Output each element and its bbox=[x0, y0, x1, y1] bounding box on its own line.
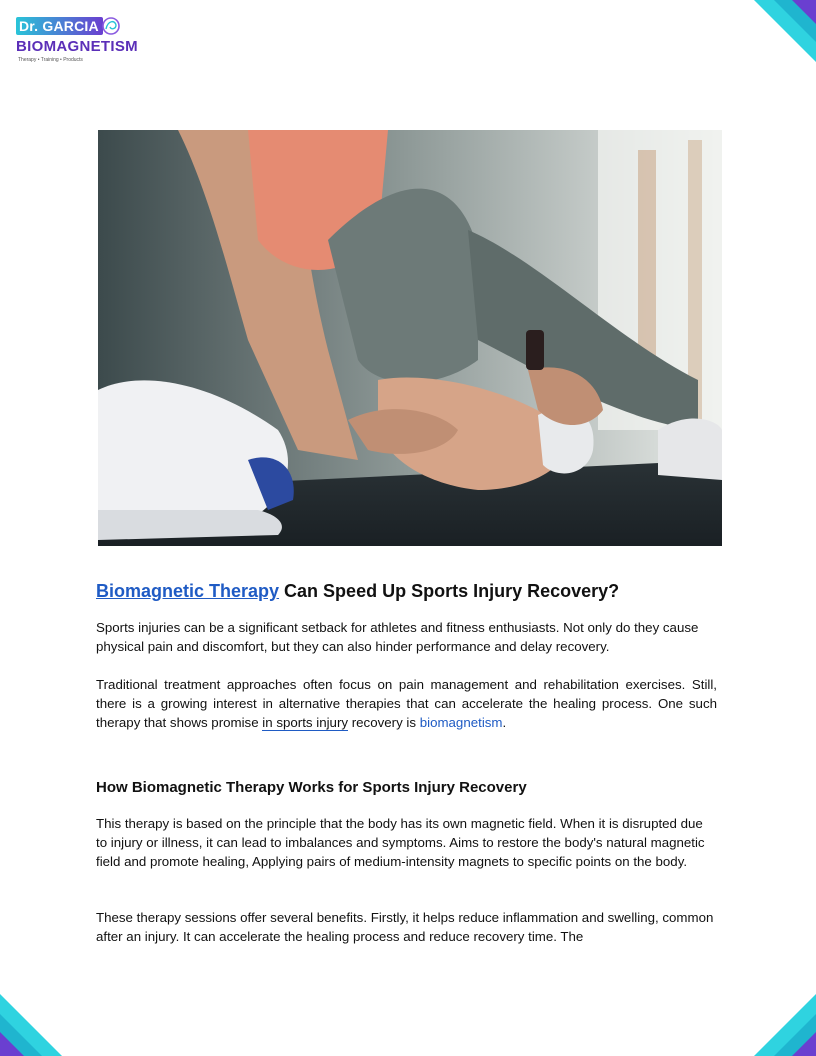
athlete-holding-ankle-photo bbox=[98, 130, 722, 546]
logo-tagline: Therapy • Training • Products bbox=[18, 57, 83, 63]
paragraph-treatments-text: Traditional treatment approaches often focus on pain management and rehabilitation exercises. Still, there is a growing interest in alternative therapies that can accelerate the healing process. One such therapy that shows promise bbox=[96, 677, 717, 730]
corner-decoration-bottom-left bbox=[0, 966, 90, 1056]
corner-decoration-top-right bbox=[726, 0, 816, 90]
biomagnetism-link[interactable]: biomagnetism bbox=[419, 715, 503, 730]
brand-logo[interactable] bbox=[16, 16, 156, 66]
logo-brand-main: BIOMAGNETISM bbox=[16, 38, 138, 55]
paragraph-treatments-end: . bbox=[502, 715, 507, 730]
paragraph-treatments-after: recovery is bbox=[348, 715, 420, 730]
section-heading: How Biomagnetic Therapy Works for Sports Injury Recovery bbox=[96, 779, 527, 796]
paragraph-treatments bbox=[96, 675, 717, 732]
article-title-rest: Can Speed Up Sports Injury Recovery? bbox=[279, 581, 620, 601]
sports-injury-underline: in sports injury bbox=[262, 715, 349, 730]
paragraph-how-it-works: This therapy is based on the principle that the body has its own magnetic field. When it is disrupted due to injury or illness, it can lead to imbalances and symptoms. Aims to restore the body's natural magnetic field and promote healing, Applying pairs of medium-intensity magnets to specific points on the body. bbox=[96, 816, 705, 869]
corner-decoration-bottom-right bbox=[726, 966, 816, 1056]
paragraph-benefits: These therapy sessions offer several benefits. Firstly, it helps reduce inflammation and swelling, common after an injury. It can accelerate the healing process and reduce recovery time. The bbox=[96, 910, 714, 944]
paragraph-intro: Sports injuries can be a significant setback for athletes and fitness enthusiasts. Not only do they cause physical pain and discomfort, but they can also hinder performance and delay recovery. bbox=[96, 620, 699, 654]
biomagnetic-therapy-link[interactable]: Biomagnetic Therapy bbox=[96, 581, 280, 601]
magnet-spiral-icon bbox=[101, 16, 121, 36]
logo-brand-top: Dr. GARCIA bbox=[16, 17, 103, 35]
article-title bbox=[96, 581, 619, 602]
